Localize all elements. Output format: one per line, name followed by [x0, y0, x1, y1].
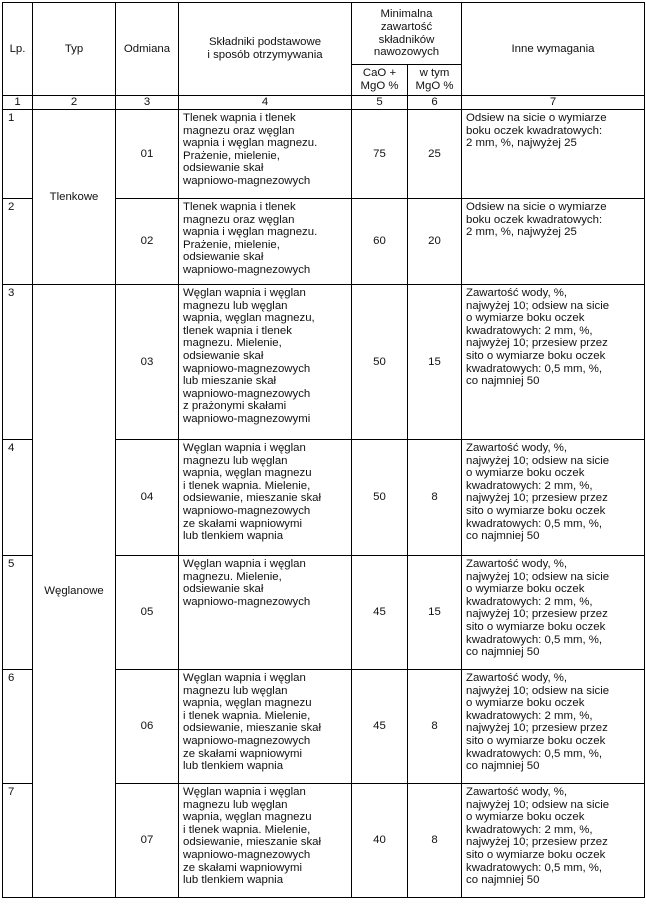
variety-code: 06: [116, 670, 179, 784]
column-number: 4: [179, 96, 352, 110]
row-number: 2: [3, 199, 33, 285]
other-requirements: Zawartość wody, %, najwyżej 10; odsiew na sicie o wymiarze boku oczek kwadratowych: 2 mm, %, najwyżej 10; przesiew przez sito o wymiarze boku oczek kwadratowych: 0,5 mm, %, co najmniej 50: [462, 440, 645, 556]
variety-code: 02: [116, 199, 179, 285]
header-row: [3, 3, 645, 65]
mgo-value: 8: [408, 440, 462, 556]
row-number: 7: [3, 784, 33, 898]
mgo-value: 8: [408, 670, 462, 784]
cao-mgo-value: 50: [352, 440, 408, 556]
cao-mgo-value: 40: [352, 784, 408, 898]
other-requirements: Odsiew na sicie o wymiarze boku oczek kwadratowych: 2 mm, %, najwyżej 25: [462, 110, 645, 199]
components-description: Węglan wapnia i węglan magnezu lub węglan wapnia, węglan magnezu i tlenek wapnia. Mielenie, odsiewanie, mieszanie skał wapniowo-magnezowych ze skałami wapniowymi lub tlenkiem wapnia: [179, 670, 352, 784]
row-number: 3: [3, 285, 33, 440]
header-skladniki: Składniki podstawowe i sposób otrzymywania: [179, 3, 352, 96]
row-number: 5: [3, 556, 33, 670]
cao-mgo-value: 50: [352, 285, 408, 440]
type-cell-tlenkowe: Tlenkowe: [33, 110, 116, 285]
variety-code: 07: [116, 784, 179, 898]
other-requirements: Zawartość wody, %, najwyżej 10; odsiew na sicie o wymiarze boku oczek kwadratowych: 2 mm, %, najwyżej 10; przesiew przez sito o wymiarze boku oczek kwadratowych: 0,5 mm, %, co najmniej 50: [462, 556, 645, 670]
column-number: 7: [462, 96, 645, 110]
type-cell-weglanowe: Węglanowe: [33, 285, 116, 898]
cao-mgo-value: 60: [352, 199, 408, 285]
column-number: 2: [33, 96, 116, 110]
row-number: 6: [3, 670, 33, 784]
other-requirements: Zawartość wody, %, najwyżej 10; odsiew na sicie o wymiarze boku oczek kwadratowych: 2 mm, %, najwyżej 10; przesiew przez sito o wymiarze boku oczek kwadratowych: 0,5 mm, %, co najmniej 50: [462, 285, 645, 440]
header-cao-mgo: CaO + MgO %: [352, 65, 408, 96]
components-description: Tlenek wapnia i tlenek magnezu oraz węglan wapnia i węglan magnezu. Prażenie, mielenie, odsiewanie skał wapniowo-magnezowych: [179, 199, 352, 285]
cao-mgo-value: 45: [352, 556, 408, 670]
column-number-row: [3, 96, 645, 110]
components-description: Tlenek wapnia i tlenek magnezu oraz węglan wapnia i węglan magnezu. Prażenie, mielenie, odsiewanie skał wapniowo-magnezowych: [179, 110, 352, 199]
mgo-value: 8: [408, 784, 462, 898]
mgo-value: 25: [408, 110, 462, 199]
header-typ: Typ: [33, 3, 116, 96]
mgo-value: 15: [408, 556, 462, 670]
cao-mgo-value: 45: [352, 670, 408, 784]
other-requirements: Zawartość wody, %, najwyżej 10; odsiew na sicie o wymiarze boku oczek kwadratowych: 2 mm, %, najwyżej 10; przesiew przez sito o wymiarze boku oczek kwadratowych: 0,5 mm, %, co najmniej 50: [462, 670, 645, 784]
variety-code: 04: [116, 440, 179, 556]
mgo-value: 15: [408, 285, 462, 440]
table-row: [3, 285, 645, 440]
components-description: Węglan wapnia i węglan magnezu lub węglan wapnia, węglan magnezu i tlenek wapnia. Mielenie, odsiewanie, mieszanie skał wapniowo-magnezowych ze skałami wapniowymi lub tlenkiem wapnia: [179, 440, 352, 556]
components-description: Węglan wapnia i węglan magnezu lub węglan wapnia, węglan magnezu i tlenek wapnia. Mielenie, odsiewanie, mieszanie skał wapniowo-magnezowych ze skałami wapniowymi lub tlenkiem wapnia: [179, 784, 352, 898]
other-requirements: Zawartość wody, %, najwyżej 10; odsiew na sicie o wymiarze boku oczek kwadratowych: 2 mm, %, najwyżej 10; przesiew przez sito o wymiarze boku oczek kwadratowych: 0,5 mm, %, co najmniej 50: [462, 784, 645, 898]
row-number: 1: [3, 110, 33, 199]
variety-code: 03: [116, 285, 179, 440]
table-row: [3, 110, 645, 199]
header-odmiana: Odmiana: [116, 3, 179, 96]
fertilizer-requirements-table: [2, 2, 645, 898]
column-number: 1: [3, 96, 33, 110]
column-number: 3: [116, 96, 179, 110]
row-number: 4: [3, 440, 33, 556]
header-min-content: Minimalna zawartość składników nawozowych: [352, 3, 462, 65]
components-description: Węglan wapnia i węglan magnezu. Mielenie, odsiewanie skał wapniowo-magnezowych: [179, 556, 352, 670]
header-inne: Inne wymagania: [462, 3, 645, 96]
variety-code: 05: [116, 556, 179, 670]
cao-mgo-value: 75: [352, 110, 408, 199]
other-requirements: Odsiew na sicie o wymiarze boku oczek kwadratowych: 2 mm, %, najwyżej 25: [462, 199, 645, 285]
components-description: Węglan wapnia i węglan magnezu lub węglan wapnia, węglan magnezu, tlenek wapnia i tlenek magnezu. Mielenie, odsiewanie skał wapniowo-magnezowych lub mieszanie skał wapniowo-magnezowych z prażonymi skałami wapniowo-magnezowymi: [179, 285, 352, 440]
mgo-value: 20: [408, 199, 462, 285]
variety-code: 01: [116, 110, 179, 199]
column-number: 6: [408, 96, 462, 110]
header-w-tym-mgo: w tym MgO %: [408, 65, 462, 96]
header-lp: Lp.: [3, 3, 33, 96]
column-number: 5: [352, 96, 408, 110]
